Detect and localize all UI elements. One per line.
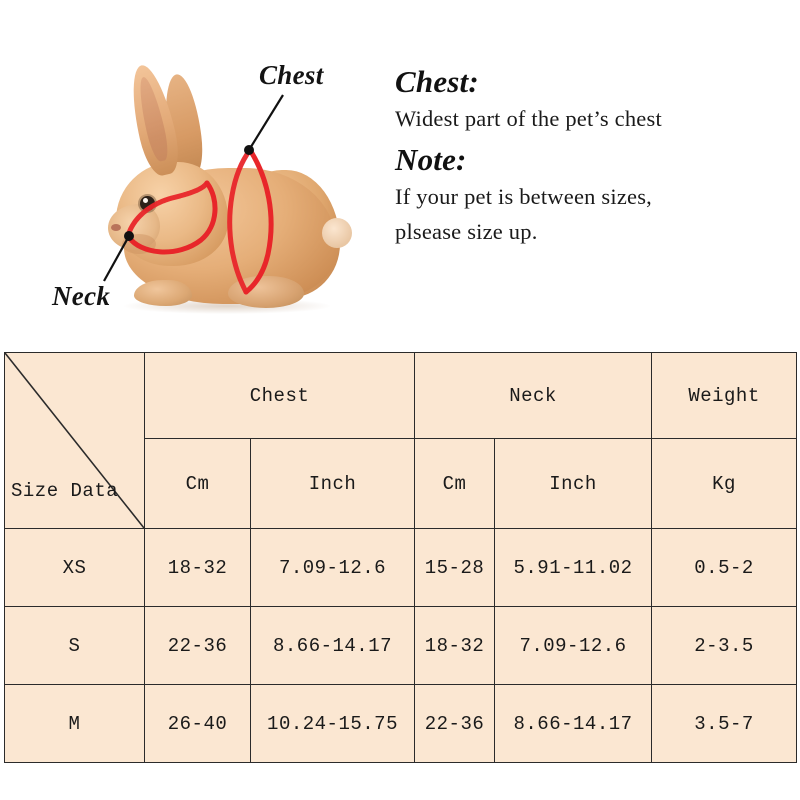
sub-header-chest-cm: Cm: [145, 439, 251, 529]
rabbit-cheek: [122, 234, 156, 254]
table-header-group-row: [5, 353, 797, 439]
cell-size: XS: [5, 529, 145, 607]
cell-neck-cm: 22-36: [415, 685, 495, 763]
cell-neck-cm: 18-32: [415, 607, 495, 685]
rabbit-nose: [111, 224, 121, 231]
rabbit-tail: [322, 218, 352, 248]
note-line-2: plsease size up.: [395, 219, 538, 244]
cell-chest-cm: 26-40: [145, 685, 251, 763]
group-header-weight: Weight: [652, 353, 797, 439]
cell-weight-kg: 3.5-7: [652, 685, 797, 763]
rabbit-hind-foot: [228, 276, 304, 308]
illustration-area: [0, 0, 800, 348]
sub-header-chest-inch: Inch: [251, 439, 415, 529]
chest-label: Chest: [259, 60, 324, 90]
table-row: [5, 607, 797, 685]
group-header-chest: Chest: [145, 353, 415, 439]
size-data-table: [4, 352, 797, 763]
cell-chest-inch: 7.09-12.6: [251, 529, 415, 607]
cell-chest-cm: 18-32: [145, 529, 251, 607]
cell-chest-inch: 10.24-15.75: [251, 685, 415, 763]
cell-weight-kg: 2-3.5: [652, 607, 797, 685]
neck-label: Neck: [52, 281, 111, 311]
info-text-block: [395, 64, 790, 254]
rabbit-illustration: [78, 58, 378, 318]
chest-heading: Chest:: [395, 64, 479, 99]
rabbit-eye-glint: [143, 198, 148, 203]
cell-neck-inch: 5.91-11.02: [495, 529, 652, 607]
rabbit-front-foot: [134, 280, 192, 306]
cell-neck-cm: 15-28: [415, 529, 495, 607]
sub-header-neck-inch: Inch: [495, 439, 652, 529]
cell-neck-inch: 7.09-12.6: [495, 607, 652, 685]
corner-label: Size Data: [11, 480, 119, 502]
chest-description: Widest part of the pet’s chest: [395, 106, 662, 131]
cell-size: S: [5, 607, 145, 685]
cell-weight-kg: 0.5-2: [652, 529, 797, 607]
cell-neck-inch: 8.66-14.17: [495, 685, 652, 763]
sub-header-neck-cm: Cm: [415, 439, 495, 529]
cell-chest-inch: 8.66-14.17: [251, 607, 415, 685]
cell-chest-cm: 22-36: [145, 607, 251, 685]
corner-size-data-cell: [5, 353, 145, 529]
table-row: [5, 685, 797, 763]
note-heading: Note:: [395, 142, 467, 177]
cell-size: M: [5, 685, 145, 763]
group-header-neck: Neck: [415, 353, 652, 439]
note-line-1: If your pet is between sizes,: [395, 184, 652, 209]
table-row: [5, 529, 797, 607]
sub-header-weight-kg: Kg: [652, 439, 797, 529]
